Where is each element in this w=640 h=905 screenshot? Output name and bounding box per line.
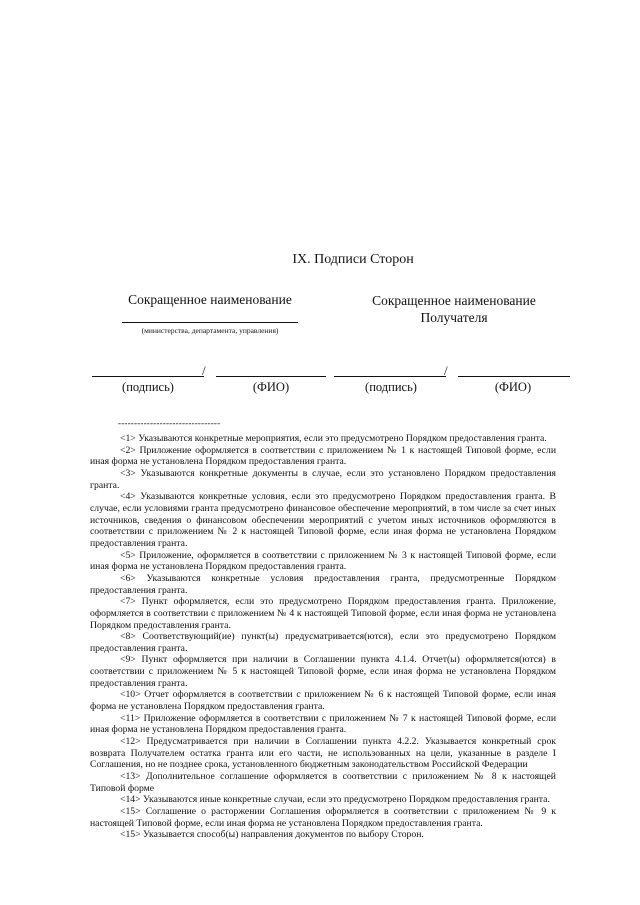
footnote: <7> Пункт оформляется, если это предусмотрено Порядком предоставления гранта. Приложение, оформляется в соответствии с приложением № 4 к настоящей Типовой форме, если иная форма не установлена Порядком предоставления гранта. [90,596,556,631]
footnote: <15> Указывается способ(ы) направления документов по выбору Сторон. [120,829,424,841]
left-party-name: Сокращенное наименование [128,292,292,307]
left-sign-line [92,376,204,377]
footnote: <5> Приложение, оформляется в соответствии с приложением № 3 к настоящей Типовой форме, если иная форма не установлена Порядком предоставления гранта. [90,549,556,573]
right-name-line [458,376,570,377]
footnote: <4> Указываются конкретные условия, если это предусмотрено Порядком предоставления гранта. В случае, если условиями гранта предусмотрено финансовое обеспечение мероприятий, в том числе за счет иных источников, сведения о финансовом обеспечении мероприятий с учетом иных источников оформляются в соответствии с приложением № 2 к настоящей Типовой форме, если иная форма не установлена Порядком предоставления гранта. [90,491,556,549]
footnote: <6> Указываются конкретные условия предоставления гранта, предусмотренные Порядком предоставления гранта. [90,572,556,596]
right-name-label: (ФИО) [494,380,532,394]
footnote: <11> Приложение оформляется в соответствии с приложением № 7 к настоящей Типовой форме, если иная форма не установлена Порядком предоставления гранта. [90,712,556,736]
footnote: <12> Предусматривается при наличии в Соглашении пункта 4.2.2. Указывается конкретный срок возврата Получателем остатка гранта или его части, не использованных на цели, указанные в разделе I Соглашения, но не позднее срока, установленного бюджетным законодательством Российской Федерации [90,736,556,771]
footnotes [90,433,556,841]
left-name-line [216,376,326,377]
ministry-signature-line [122,322,298,323]
footnote: <2> Приложение оформляется в соответствии с приложением № 1 к настоящей Типовой форме, если иная форма не установлена Порядком предоставления гранта. [90,444,556,468]
section-title: IX. Подписи Сторон [292,252,414,267]
footnote: <3> Указываются конкретные документы в случае, если это установлено Порядком предоставления гранта. [90,467,556,491]
right-party-name-line2: Получателя [420,310,488,325]
left-name-label: (ФИО) [252,380,290,394]
footnote: <1> Указываются конкретные мероприятия, если это предусмотрено Порядком предоставления гранта. [120,433,547,444]
right-sign-line [334,376,446,377]
left-slash: / [202,363,206,378]
ministry-caption: (министерства, департамента, управления) [141,326,279,335]
footnote: <15> Соглашение о расторжении Соглашения оформляется в соответствии с приложением № 9 к настоящей Типовой форме, если иная форма не установлена Порядком предоставления гранта. [90,806,556,829]
footnote: <14> Указываются иные конкретные случаи, если это предусмотрено Порядком предоставления гранта. [120,794,550,806]
footnote: <8> Соответствующий(ие) пункт(ы) предусматривается(ются), если это предусмотрено Порядком предоставления гранта. [90,631,556,654]
footnote: <10> Отчет оформляется в соответствии с приложением № 6 к настоящей Типовой форме, если иная форма не установлена Порядком предоставления гранта. [90,689,556,713]
footnote: <13> Дополнительное соглашение оформляется в соответствии с приложением № 8 к настоящей Типовой форме [90,771,556,794]
left-sign-label: (подпись) [122,380,174,394]
right-party-block [352,292,556,326]
right-slash: / [444,363,448,378]
footnote-separator: -------------------------------- [118,418,221,428]
right-sign-label: (подпись) [365,380,417,394]
footnote: <9> Пункт оформляется при наличии в Соглашении пункта 4.1.4. Отчет(ы) оформляется(ются) в соответствии с приложением № 5 к настоящей Типовой форме, если иная форма не установлена Порядком предоставления гранта. [90,654,556,689]
right-party-name-line1: Сокращенное наименование [372,293,536,308]
